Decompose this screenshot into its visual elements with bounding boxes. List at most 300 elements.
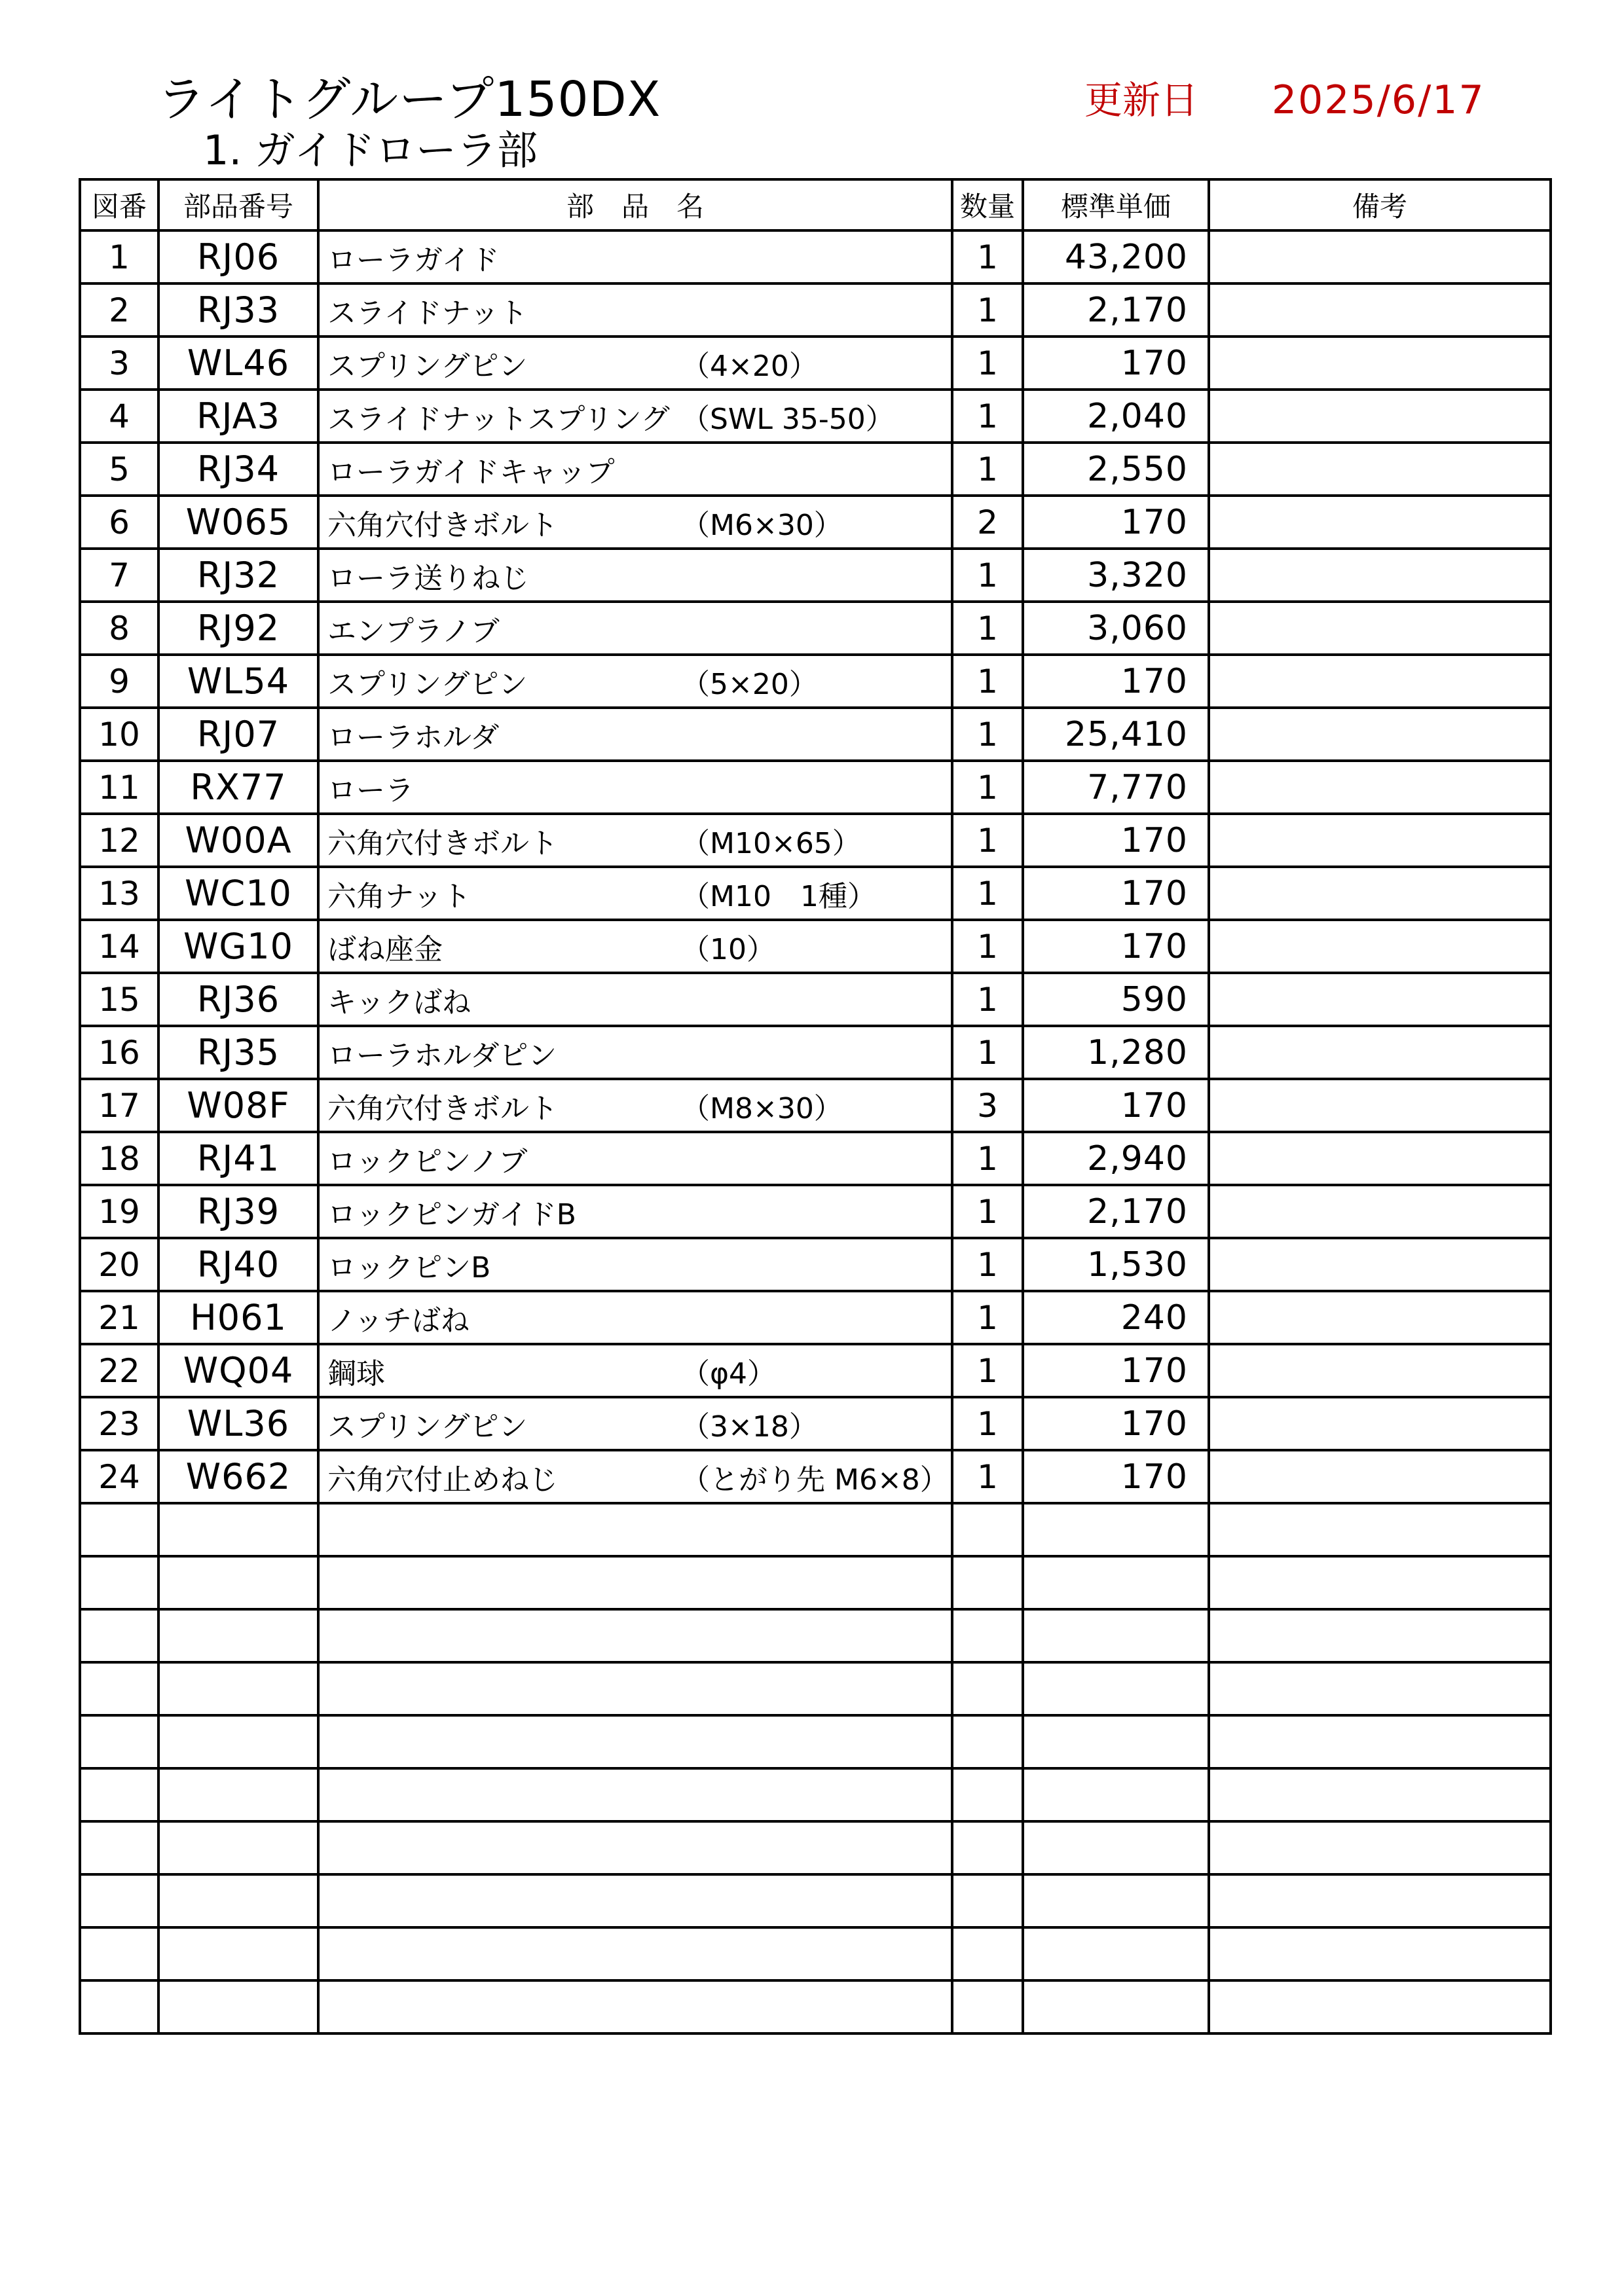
cell-part-code [158, 1821, 318, 1874]
cell-quantity: 1 [952, 1185, 1023, 1238]
cell-unit-price: 170 [1023, 337, 1209, 390]
cell-unit-price [1023, 1662, 1209, 1715]
table-row [80, 496, 1551, 549]
part-name-wrap [327, 1611, 951, 1661]
table-row [80, 1503, 1551, 1556]
part-spec: （とがり先 M6×8） [681, 1463, 949, 1497]
part-name-wrap [327, 1504, 951, 1555]
table-row [80, 1821, 1551, 1874]
part-name-wrap [327, 1133, 951, 1184]
cell-part-code: RJ06 [158, 230, 318, 283]
cell-unit-price: 170 [1023, 920, 1209, 973]
part-name-wrap [327, 1345, 951, 1396]
cell-part-code [158, 1503, 318, 1556]
cell-part-code [158, 1980, 318, 2033]
cell-figure-no [80, 1662, 158, 1715]
cell-figure-no: 3 [80, 337, 158, 390]
cell-unit-price: 2,040 [1023, 390, 1209, 443]
cell-note [1209, 973, 1551, 1026]
cell-note [1209, 655, 1551, 708]
cell-part-code [158, 1874, 318, 1927]
cell-quantity [952, 1609, 1023, 1662]
cell-quantity: 1 [952, 761, 1023, 814]
table-row [80, 549, 1551, 602]
part-name-wrap [327, 1823, 951, 1873]
cell-quantity [952, 1927, 1023, 1980]
cell-unit-price [1023, 1609, 1209, 1662]
part-name-wrap [327, 1558, 951, 1608]
cell-unit-price: 170 [1023, 655, 1209, 708]
cell-note [1209, 1079, 1551, 1132]
part-name: 六角穴付きボルト [327, 1091, 558, 1125]
part-name: ロックピンB [327, 1250, 491, 1285]
cell-part-code: RJ33 [158, 283, 318, 337]
cell-part-name [318, 1185, 952, 1238]
cell-part-name [318, 1079, 952, 1132]
cell-unit-price: 2,940 [1023, 1132, 1209, 1185]
cell-note [1209, 1662, 1551, 1715]
cell-note [1209, 1980, 1551, 2033]
cell-note [1209, 1238, 1551, 1291]
part-name-wrap [327, 1186, 951, 1237]
cell-part-code: RJ92 [158, 602, 318, 655]
part-name-wrap [327, 285, 951, 335]
cell-figure-no [80, 1980, 158, 2033]
part-name: スライドナットスプリング [327, 402, 670, 436]
part-name-wrap [327, 338, 951, 388]
part-name-wrap [327, 1770, 951, 1820]
cell-note [1209, 1927, 1551, 1980]
cell-note [1209, 549, 1551, 602]
table-row [80, 337, 1551, 390]
cell-quantity: 1 [952, 549, 1023, 602]
part-name-wrap [327, 868, 951, 919]
cell-note [1209, 761, 1551, 814]
cell-quantity: 2 [952, 496, 1023, 549]
cell-figure-no: 6 [80, 496, 158, 549]
cell-part-code: RX77 [158, 761, 318, 814]
cell-figure-no: 12 [80, 814, 158, 867]
cell-note [1209, 1132, 1551, 1185]
part-name: 六角ナット [327, 879, 471, 913]
column-header-note: 備考 [1209, 179, 1551, 230]
cell-part-name [318, 1662, 952, 1715]
parts-table [79, 178, 1552, 2035]
cell-unit-price [1023, 1768, 1209, 1821]
cell-figure-no: 2 [80, 283, 158, 337]
cell-part-code: WG10 [158, 920, 318, 973]
cell-note [1209, 496, 1551, 549]
table-row [80, 1662, 1551, 1715]
cell-unit-price: 2,170 [1023, 1185, 1209, 1238]
cell-part-code: WL54 [158, 655, 318, 708]
cell-quantity: 1 [952, 1238, 1023, 1291]
cell-part-code: W00A [158, 814, 318, 867]
cell-figure-no: 19 [80, 1185, 158, 1238]
part-name-wrap [327, 1239, 951, 1290]
cell-note [1209, 337, 1551, 390]
cell-unit-price: 1,280 [1023, 1026, 1209, 1079]
cell-note [1209, 1291, 1551, 1344]
cell-unit-price [1023, 1980, 1209, 2033]
part-name-wrap [327, 1664, 951, 1714]
table-row [80, 390, 1551, 443]
cell-quantity: 1 [952, 1397, 1023, 1450]
cell-figure-no: 23 [80, 1397, 158, 1450]
cell-figure-no [80, 1821, 158, 1874]
cell-quantity: 3 [952, 1079, 1023, 1132]
cell-part-name [318, 390, 952, 443]
cell-note [1209, 920, 1551, 973]
cell-figure-no: 17 [80, 1079, 158, 1132]
cell-note [1209, 1026, 1551, 1079]
cell-quantity [952, 1874, 1023, 1927]
part-name-wrap [327, 1929, 951, 1979]
cell-part-name [318, 973, 952, 1026]
cell-part-name [318, 1821, 952, 1874]
table-row [80, 1609, 1551, 1662]
cell-quantity [952, 1768, 1023, 1821]
cell-unit-price: 1,530 [1023, 1238, 1209, 1291]
part-spec: （3×18） [681, 1410, 818, 1444]
cell-part-code: W662 [158, 1450, 318, 1503]
table-row [80, 655, 1551, 708]
part-name-wrap [327, 232, 951, 282]
cell-quantity: 1 [952, 867, 1023, 920]
table-row [80, 1238, 1551, 1291]
cell-part-name [318, 1715, 952, 1768]
table-row [80, 1768, 1551, 1821]
cell-part-name [318, 1609, 952, 1662]
table-row [80, 230, 1551, 283]
table-row [80, 814, 1551, 867]
part-spec: （M10 1種） [681, 879, 876, 913]
cell-part-code [158, 1927, 318, 1980]
table-row [80, 1556, 1551, 1609]
cell-part-name [318, 1132, 952, 1185]
part-spec: （M10×65） [681, 826, 861, 860]
cell-figure-no: 22 [80, 1344, 158, 1397]
cell-part-code: RJ34 [158, 443, 318, 496]
table-row [80, 1715, 1551, 1768]
cell-note [1209, 814, 1551, 867]
cell-part-code: WL46 [158, 337, 318, 390]
cell-part-code: RJ07 [158, 708, 318, 761]
cell-part-name [318, 549, 952, 602]
table-row [80, 283, 1551, 337]
cell-figure-no: 15 [80, 973, 158, 1026]
cell-quantity [952, 1980, 1023, 2033]
cell-figure-no: 7 [80, 549, 158, 602]
cell-unit-price: 25,410 [1023, 708, 1209, 761]
cell-quantity: 1 [952, 602, 1023, 655]
cell-part-name [318, 1768, 952, 1821]
cell-quantity: 1 [952, 708, 1023, 761]
cell-figure-no [80, 1715, 158, 1768]
part-name: キックばね [327, 985, 471, 1019]
table-row [80, 1927, 1551, 1980]
cell-figure-no: 24 [80, 1450, 158, 1503]
cell-part-code: RJ32 [158, 549, 318, 602]
cell-unit-price [1023, 1821, 1209, 1874]
cell-quantity: 1 [952, 814, 1023, 867]
table-row [80, 867, 1551, 920]
cell-part-name [318, 708, 952, 761]
table-row [80, 1079, 1551, 1132]
cell-unit-price: 170 [1023, 1344, 1209, 1397]
cell-part-name [318, 920, 952, 973]
part-name: スライドナット [327, 296, 528, 330]
cell-unit-price: 240 [1023, 1291, 1209, 1344]
cell-part-code [158, 1715, 318, 1768]
cell-part-name [318, 337, 952, 390]
cell-figure-no: 1 [80, 230, 158, 283]
cell-note [1209, 1556, 1551, 1609]
table-row [80, 1132, 1551, 1185]
column-header-name: 部 品 名 [318, 179, 952, 230]
cell-quantity: 1 [952, 1132, 1023, 1185]
column-header-qty: 数量 [952, 179, 1023, 230]
cell-figure-no: 8 [80, 602, 158, 655]
cell-quantity: 1 [952, 337, 1023, 390]
table-row [80, 1450, 1551, 1503]
cell-quantity [952, 1715, 1023, 1768]
part-name-wrap [327, 815, 951, 866]
updated-date: 2025/6/17 [1272, 77, 1485, 123]
table-row [80, 1344, 1551, 1397]
cell-unit-price [1023, 1715, 1209, 1768]
part-name: ロックピンガイドB [327, 1197, 576, 1231]
part-name: ローラホルダ [327, 720, 500, 754]
cell-unit-price [1023, 1927, 1209, 1980]
cell-note [1209, 1715, 1551, 1768]
parts-table-body [80, 230, 1551, 2033]
cell-note [1209, 1609, 1551, 1662]
cell-figure-no [80, 1503, 158, 1556]
cell-quantity [952, 1556, 1023, 1609]
part-name-wrap [327, 974, 951, 1025]
part-name: ロックピンノブ [327, 1144, 528, 1178]
cell-quantity: 1 [952, 283, 1023, 337]
cell-part-name [318, 655, 952, 708]
part-name: ローラ送りねじ [327, 561, 529, 595]
cell-quantity [952, 1821, 1023, 1874]
part-name-wrap [327, 762, 951, 812]
cell-figure-no: 5 [80, 443, 158, 496]
table-row [80, 1185, 1551, 1238]
part-name-wrap [327, 550, 951, 600]
cell-note [1209, 230, 1551, 283]
part-name: ローラガイドキャップ [327, 455, 615, 489]
cell-note [1209, 443, 1551, 496]
part-spec: （M6×30） [681, 508, 843, 542]
part-spec: （SWL 35-50） [681, 402, 895, 436]
part-name-wrap [327, 1876, 951, 1926]
part-spec: （M8×30） [681, 1091, 843, 1125]
cell-quantity: 1 [952, 920, 1023, 973]
cell-part-name [318, 230, 952, 283]
column-header-code: 部品番号 [158, 179, 318, 230]
cell-part-name [318, 867, 952, 920]
part-name: 六角穴付きボルト [327, 508, 558, 542]
section-title: 1. ガイドローラ部 [203, 126, 538, 174]
cell-note [1209, 1450, 1551, 1503]
cell-quantity [952, 1503, 1023, 1556]
cell-part-name [318, 1238, 952, 1291]
cell-note [1209, 1874, 1551, 1927]
cell-quantity: 1 [952, 655, 1023, 708]
cell-part-code: RJ35 [158, 1026, 318, 1079]
cell-unit-price: 7,770 [1023, 761, 1209, 814]
table-row [80, 1980, 1551, 2033]
column-header-no: 図番 [80, 179, 158, 230]
cell-figure-no: 18 [80, 1132, 158, 1185]
part-name: ばね座金 [327, 932, 443, 966]
cell-figure-no: 9 [80, 655, 158, 708]
table-header-row [80, 179, 1551, 230]
part-name-wrap [327, 1717, 951, 1767]
cell-part-code: RJ41 [158, 1132, 318, 1185]
cell-quantity: 1 [952, 390, 1023, 443]
table-row [80, 761, 1551, 814]
cell-note [1209, 867, 1551, 920]
cell-part-name [318, 1503, 952, 1556]
cell-unit-price: 2,170 [1023, 283, 1209, 337]
part-name: スプリングピン [327, 1410, 528, 1444]
part-name: エンプラノブ [327, 614, 500, 648]
cell-part-code: RJ36 [158, 973, 318, 1026]
cell-figure-no [80, 1927, 158, 1980]
table-row [80, 708, 1551, 761]
cell-note [1209, 1185, 1551, 1238]
cell-unit-price: 170 [1023, 1079, 1209, 1132]
part-name-wrap [327, 1982, 951, 2032]
cell-quantity: 1 [952, 443, 1023, 496]
cell-figure-no: 20 [80, 1238, 158, 1291]
cell-quantity [952, 1662, 1023, 1715]
cell-part-name [318, 1397, 952, 1450]
cell-part-code [158, 1662, 318, 1715]
part-name-wrap [327, 1398, 951, 1449]
cell-unit-price: 3,320 [1023, 549, 1209, 602]
cell-note [1209, 390, 1551, 443]
cell-note [1209, 1768, 1551, 1821]
cell-part-name [318, 1450, 952, 1503]
cell-note [1209, 602, 1551, 655]
cell-unit-price: 170 [1023, 867, 1209, 920]
cell-unit-price: 170 [1023, 814, 1209, 867]
part-name: ローラガイド [327, 243, 500, 277]
part-name: スプリングピン [327, 667, 528, 701]
cell-unit-price: 3,060 [1023, 602, 1209, 655]
table-row [80, 973, 1551, 1026]
cell-unit-price: 170 [1023, 1397, 1209, 1450]
cell-note [1209, 1397, 1551, 1450]
part-name: 六角穴付止めねじ [327, 1463, 558, 1497]
cell-note [1209, 1344, 1551, 1397]
table-row [80, 1397, 1551, 1450]
cell-part-name [318, 1026, 952, 1079]
cell-part-name [318, 1927, 952, 1980]
part-name-wrap [327, 1080, 951, 1131]
cell-figure-no [80, 1768, 158, 1821]
cell-part-code: RJA3 [158, 390, 318, 443]
cell-unit-price [1023, 1874, 1209, 1927]
cell-quantity: 1 [952, 1344, 1023, 1397]
part-spec: （φ4） [681, 1357, 777, 1391]
cell-part-name [318, 1556, 952, 1609]
updated-label: 更新日 [1084, 78, 1199, 122]
part-name-wrap [327, 656, 951, 706]
cell-unit-price: 590 [1023, 973, 1209, 1026]
part-name: 鋼球 [327, 1357, 385, 1391]
cell-figure-no [80, 1609, 158, 1662]
cell-part-name [318, 1874, 952, 1927]
part-name-wrap [327, 709, 951, 759]
cell-figure-no [80, 1556, 158, 1609]
cell-part-name [318, 1344, 952, 1397]
cell-part-code: H061 [158, 1291, 318, 1344]
table-row [80, 1874, 1551, 1927]
cell-part-code: W08F [158, 1079, 318, 1132]
cell-part-name [318, 1980, 952, 2033]
cell-figure-no: 21 [80, 1291, 158, 1344]
part-spec: （10） [681, 932, 775, 966]
cell-unit-price: 170 [1023, 496, 1209, 549]
cell-quantity: 1 [952, 1026, 1023, 1079]
cell-figure-no: 16 [80, 1026, 158, 1079]
cell-unit-price: 2,550 [1023, 443, 1209, 496]
cell-note [1209, 1503, 1551, 1556]
table-row [80, 1026, 1551, 1079]
cell-unit-price [1023, 1556, 1209, 1609]
cell-part-name [318, 602, 952, 655]
cell-figure-no: 11 [80, 761, 158, 814]
cell-note [1209, 283, 1551, 337]
part-name-wrap [327, 1292, 951, 1343]
table-row [80, 602, 1551, 655]
cell-figure-no: 14 [80, 920, 158, 973]
cell-unit-price [1023, 1503, 1209, 1556]
part-name-wrap [327, 1451, 951, 1502]
part-name: スプリングピン [327, 349, 528, 383]
part-name-wrap [327, 603, 951, 653]
cell-part-name [318, 443, 952, 496]
cell-part-code: WL36 [158, 1397, 318, 1450]
part-spec: （4×20） [681, 349, 818, 383]
part-name-wrap [327, 391, 951, 441]
table-row [80, 1291, 1551, 1344]
cell-part-code: RJ40 [158, 1238, 318, 1291]
table-row [80, 920, 1551, 973]
cell-part-code [158, 1768, 318, 1821]
cell-part-name [318, 814, 952, 867]
cell-figure-no: 10 [80, 708, 158, 761]
column-header-price: 標準単価 [1023, 179, 1209, 230]
cell-quantity: 1 [952, 973, 1023, 1026]
part-name-wrap [327, 497, 951, 547]
part-name-wrap [327, 921, 951, 972]
cell-quantity: 1 [952, 1450, 1023, 1503]
part-spec: （5×20） [681, 667, 818, 701]
cell-part-code [158, 1609, 318, 1662]
cell-part-name [318, 761, 952, 814]
cell-quantity: 1 [952, 1291, 1023, 1344]
part-name: ローラ [327, 773, 414, 807]
cell-part-name [318, 1291, 952, 1344]
table-row [80, 443, 1551, 496]
cell-part-code [158, 1556, 318, 1609]
